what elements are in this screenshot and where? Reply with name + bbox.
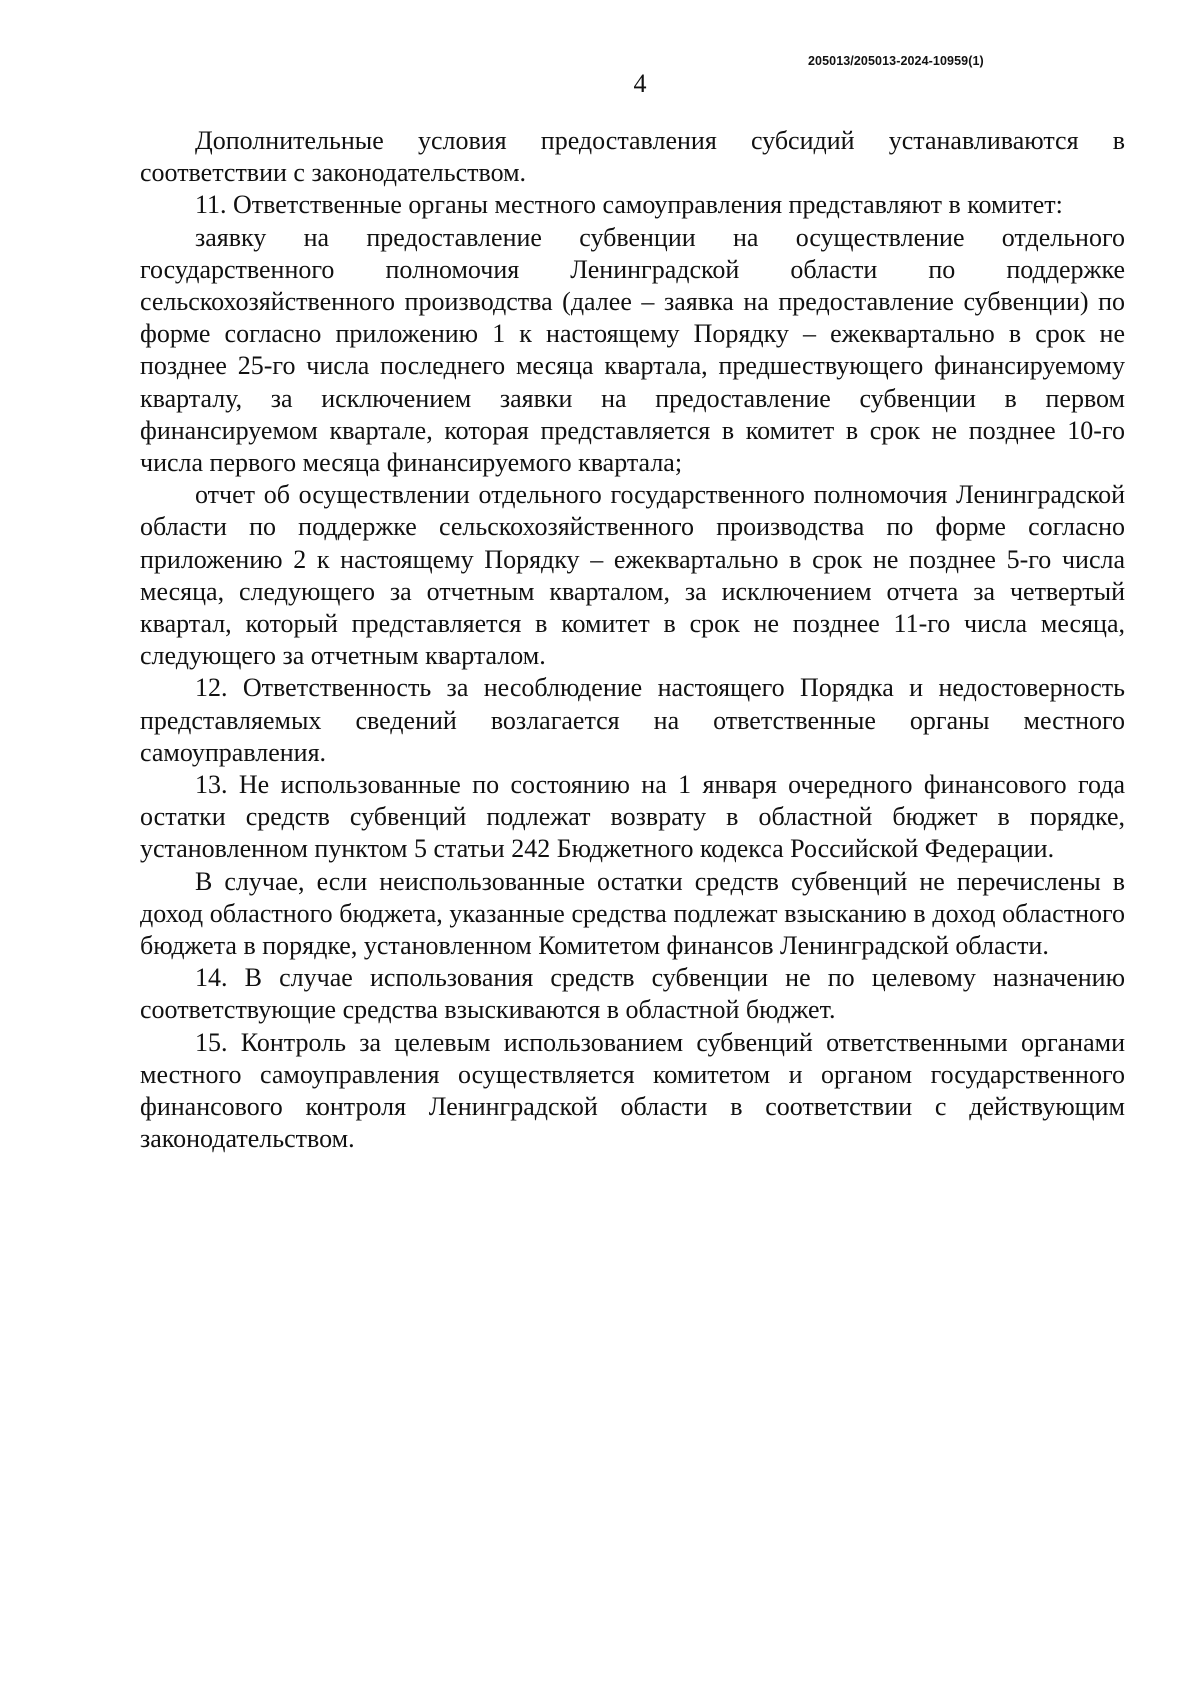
paragraph-item-12: 12. Ответственность за несоблюдение настоящего Порядка и недостоверность представляемых сведений возлагается на ответственные органы местного самоуправления. [140,673,1125,767]
page-number: 4 [633,69,647,98]
paragraph-subvention-request: заявку на предоставление субвенции на осуществление отдельного государственного полномочия Ленинградской области по поддержке сельскохозяйственного производства (далее – заявка на предоставление субвенции) по форме согласно приложению 1 к настоящему Порядку – ежеквартально в срок не позднее 25-го числа последнего месяца квартала, предшествующего финансируемому кварталу, за исключением заявки на предоставление субвенции в первом финансируемом квартале, которая представляется в комитет в срок не позднее 10-го числа первого месяца финансируемого квартала; [140,222,1125,478]
paragraph-item-15: 15. Контроль за целевым использованием субвенций ответственными органами местного самоуправления осуществляется комитетом и органом государственного финансового контроля Ленинградской области в соответствии с действующим законодательством. [140,1027,1125,1154]
paragraph-item-14: 14. В случае использования средств субвенции не по целевому назначению соответствующие средства взыскиваются в областной бюджет. [140,963,1125,1025]
paragraph-additional-conditions: Дополнительные условия предоставления субсидий устанавливаются в соответствии с законодательством. [140,126,1125,188]
paragraph-unused-balances: В случае, если неиспользованные остатки средств субвенций не перечислены в доход областного бюджета, указанные средства подлежат взысканию в доход областного бюджета в порядке, установленном Комитетом финансов Ленинградской области. [140,866,1125,961]
paragraph-item-11: 11. Ответственные органы местного самоуправления представляют в комитет: [195,190,1063,220]
paragraph-item-13: 13. Не использованные по состоянию на 1 января очередного финансового года остатки средств субвенций подлежат возврату в областной бюджет в порядке, установленном пунктом 5 статьи 242 Бюджетного кодекса Российской Федерации. [140,770,1125,864]
document-registration-number: 205013/205013-2024-10959(1) [808,54,984,68]
document-body [140,125,1125,1156]
paragraph-report: отчет об осуществлении отдельного государственного полномочия Ленинградской области по поддержке сельскохозяйственного производства по форме согласно приложению 2 к настоящему Порядку – ежеквартально в срок не позднее 5-го числа месяца, следующего за отчетным кварталом, за исключением отчета за четвертый квартал, который представляется в комитет в срок не позднее 11-го числа месяца, следующего за отчетным кварталом. [140,480,1125,671]
